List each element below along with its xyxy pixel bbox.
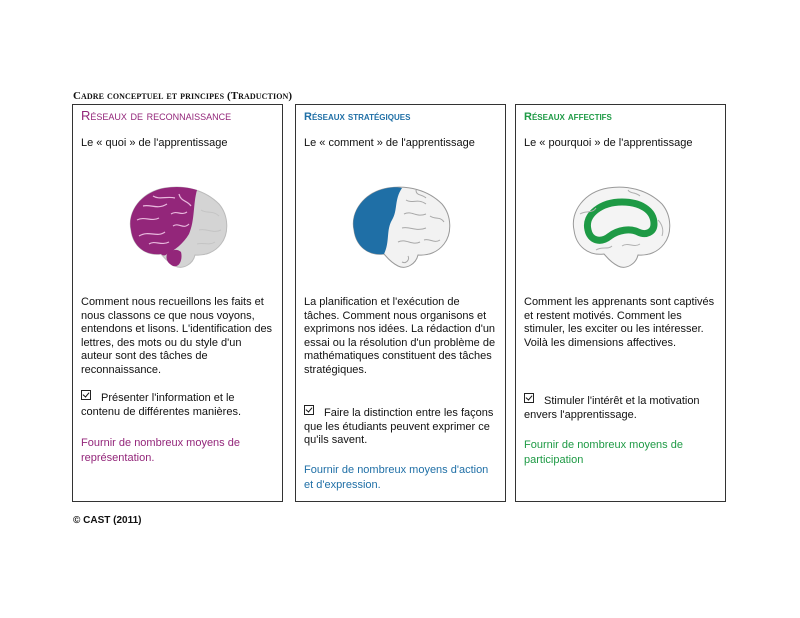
principle-link: Fournir de nombreux moyens de participation [524, 439, 683, 466]
column-description: La planification et l'exécution de tâches. Comment nous organisons et exprimons nos idées. La rédaction d'un essai ou la résolution d'un problème de mathématiques constituent des tâches stratégiques. [304, 296, 496, 376]
column-description: Comment les apprenants sont captivés et restent motivés. Comment les stimuler, les exciter ou les intéresser. Voilà les dimensions affectives. [524, 296, 715, 349]
column-title: Réseaux de reconnaissance [81, 108, 232, 123]
brain-recognition-icon [123, 180, 233, 270]
principle-link: Fournir de nombreux moyens d'action et d'expression. [304, 464, 489, 491]
checkbox-icon[interactable] [304, 405, 314, 415]
checklist-item [304, 407, 497, 448]
column-subtitle: Le « quoi » de l'apprentissage [81, 137, 228, 149]
column-title: Réseaux affectifs [524, 111, 612, 123]
column-subtitle: Le « pourquoi » de l'apprentissage [524, 137, 693, 149]
column-strategic-networks [295, 104, 506, 502]
copyright-notice: © CAST (2011) [73, 515, 142, 526]
checklist-item-text: Faire la distinction entre les façons que les étudiants peuvent exprimer ce qu'ils savent. [304, 407, 494, 447]
checklist-item [524, 395, 717, 422]
principle-link: Fournir de nombreux moyens de représentation. [81, 437, 240, 464]
column-title: Réseaux stratégiques [304, 111, 411, 123]
column-recognition-networks [72, 104, 283, 502]
column-subtitle: Le « comment » de l'apprentissage [304, 137, 475, 149]
checkbox-icon[interactable] [81, 390, 91, 400]
checklist-item-text: Présenter l'information et le contenu de différentes manières. [81, 392, 242, 418]
column-affective-networks [515, 104, 726, 502]
checklist-item [81, 392, 274, 419]
checkbox-icon[interactable] [524, 393, 534, 403]
checklist-item-text: Stimuler l'intérêt et la motivation envers l'apprentissage. [524, 395, 700, 421]
brain-affective-icon [566, 180, 676, 270]
column-description: Comment nous recueillons les faits et nous classons ce que nous voyons, entendons et lisons. L'identification des lettres, des mots ou du style d'un auteur sont des tâches de reconnaissance. [81, 296, 273, 376]
brain-strategic-icon [346, 180, 456, 270]
document-title: Cadre conceptuel et principes (Traduction) [73, 90, 293, 102]
